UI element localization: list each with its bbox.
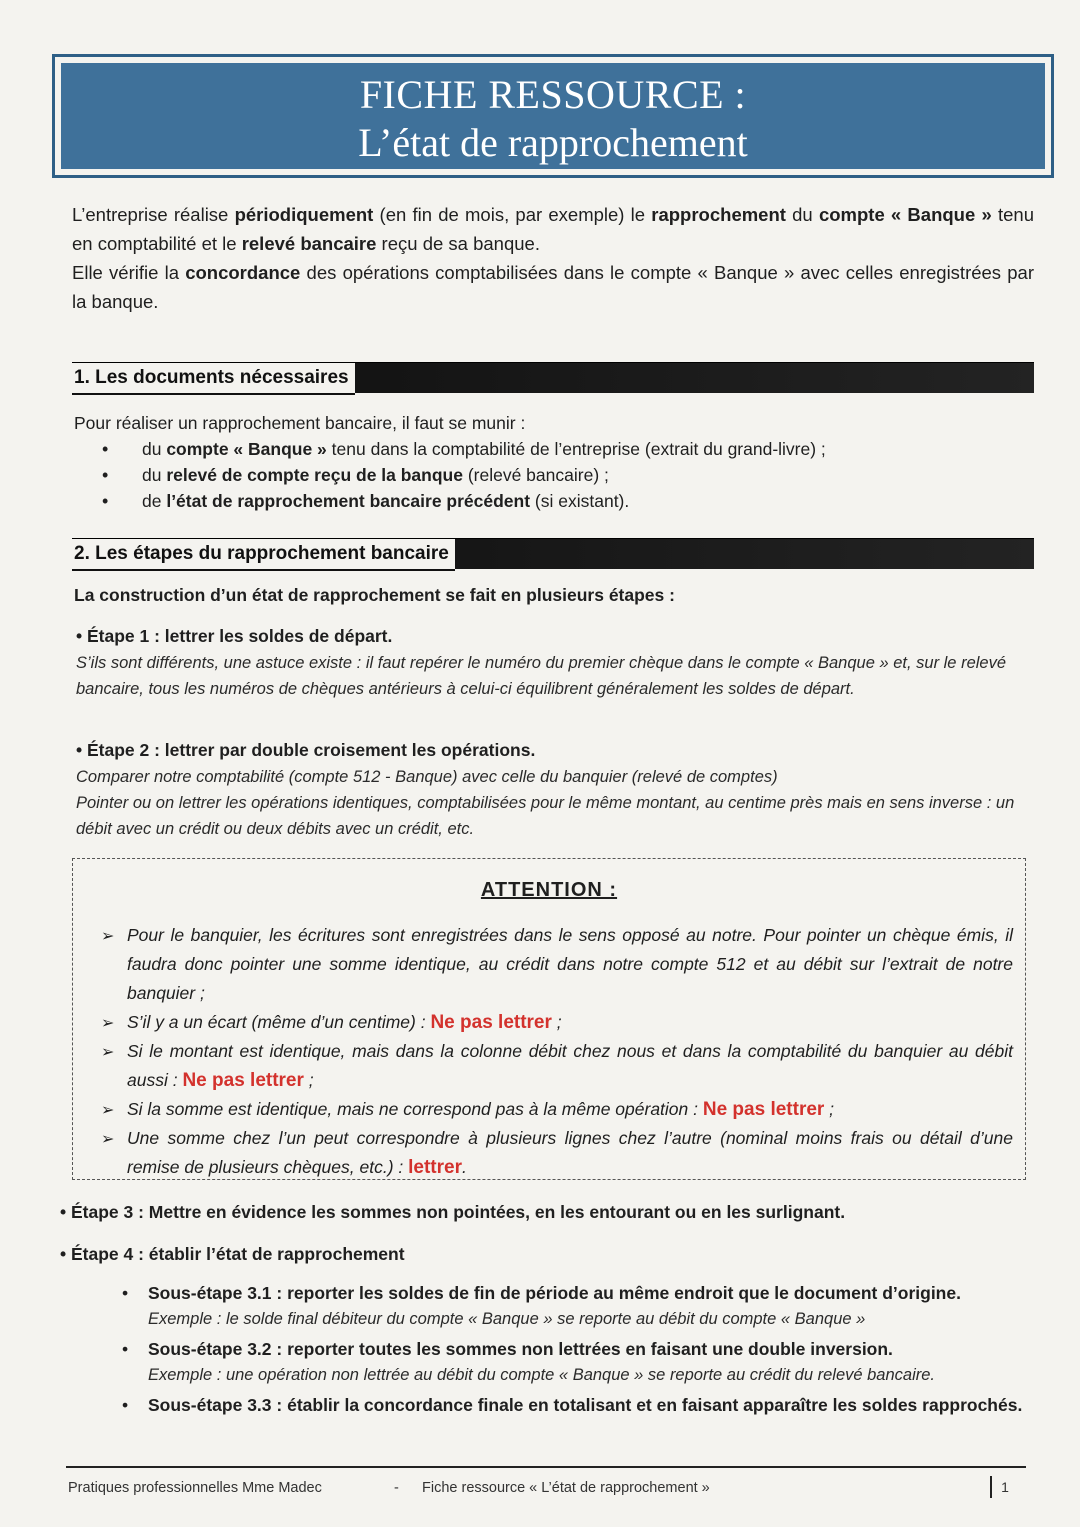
step-2-title: • Étape 2 : lettrer par double croisement les opérations.	[76, 740, 536, 760]
section-2-title: 2. Les étapes du rapprochement bancaire	[72, 539, 455, 571]
step-1-text: S’ils sont différents, une astuce existe : il faut repérer le numéro du premier chèque dans le compte « Banque » et, sur le relevé bancaire, tous les numéros de chèques antérieurs à celui-ci équilibrent généralement les soldes de départ.	[76, 654, 1007, 698]
section-2-header	[72, 538, 1034, 569]
arrow-bullet-icon: ➢	[101, 1015, 115, 1032]
title-line-2: L’état de rapprochement	[358, 120, 748, 165]
list-item: ➢ S’il y a un écart (même d’un centime) : Ne pas lettrer ;	[101, 1008, 1013, 1037]
list-item: • Sous-étape 3.3 : établir la concordance finale en totalisant et en faisant apparaître les soldes rapprochés.	[122, 1395, 1023, 1415]
attention-title: ATTENTION :	[480, 879, 618, 901]
section-1-header	[72, 362, 1034, 393]
list-item: ➢ Si le montant est identique, mais dans la colonne débit chez nous et dans la comptabilité du banquier au débit aussi : Ne pas lettrer ;	[101, 1037, 1013, 1095]
arrow-bullet-icon: ➢	[101, 1044, 115, 1061]
step-2-text-2: Pointer ou on lettrer les opérations identiques, comptabilisées pour le même montant, au centime près mais en sens inverse : un débit avec un crédit ou deux débits avec un crédit, etc.	[76, 794, 1015, 838]
footer-document-title: Fiche ressource « L’état de rapprochement »	[422, 1480, 710, 1496]
arrow-bullet-icon: ➢	[101, 1131, 115, 1148]
section-2-lead: La construction d’un état de rapprochement se fait en plusieurs étapes :	[74, 585, 675, 605]
list-item: ➢ Si la somme est identique, mais ne correspond pas à la même opération : Ne pas lettrer ;	[101, 1095, 1013, 1124]
list-item: • Sous-étape 3.2 : reporter toutes les sommes non lettrées en faisant une double inversion. Exemple : une opération non lettrée au débit du compte « Banque » se reporte au crédit du relevé bancaire.	[122, 1339, 936, 1384]
list-item: • Sous-étape 3.1 : reporter les soldes de fin de période au même endroit que le document d’origine. Exemple : le solde final débiteur du compte « Banque » se reporte au débit du compte « Banque »	[122, 1283, 961, 1328]
list-item: • du relevé de compte reçu de la banque (relevé bancaire) ;	[100, 462, 826, 488]
arrow-bullet-icon: ➢	[101, 928, 115, 945]
list-item: ➢ Une somme chez l’un peut correspondre à plusieurs lignes chez l’autre (nominal moins frais ou détail d’une remise de plusieurs chèques, etc.) : lettrer.	[101, 1124, 1013, 1182]
list-item: • de l’état de rapprochement bancaire précédent (si existant).	[100, 488, 826, 514]
section-1-title: 1. Les documents nécessaires	[72, 363, 355, 395]
intro-paragraph-1: L’entreprise réalise périodiquement (en fin de mois, par exemple) le rapprochement du compte « Banque » tenu en comptabilité et le relevé bancaire reçu de sa banque.	[72, 204, 1034, 254]
substeps-list	[118, 1280, 1026, 1422]
list-item: • du compte « Banque » tenu dans la comptabilité de l’entreprise (extrait du grand-livre) ;	[100, 436, 826, 462]
step-4: • Étape 4 : établir l’état de rapprochement	[60, 1244, 405, 1264]
attention-box	[72, 858, 1026, 1180]
attention-list	[101, 921, 1013, 1182]
title-banner	[52, 54, 1054, 178]
step-1-title: • Étape 1 : lettrer les soldes de départ.	[76, 626, 393, 646]
title-banner-fill	[61, 63, 1045, 169]
page-footer	[66, 1466, 1026, 1502]
arrow-bullet-icon: ➢	[101, 1102, 115, 1119]
footer-separator: -	[394, 1480, 399, 1496]
footer-author: Pratiques professionnelles Mme Madec	[68, 1480, 322, 1496]
step-3: • Étape 3 : Mettre en évidence les sommes non pointées, en les entourant ou en les surlignant.	[60, 1202, 846, 1222]
step-2-text-1: Comparer notre comptabilité (compte 512 - Banque) avec celle du banquier (relevé de comptes)	[76, 768, 778, 786]
section-1-lead: Pour réaliser un rapprochement bancaire, il faut se munir :	[74, 413, 526, 433]
intro-paragraph-2: Elle vérifie la concordance des opérations comptabilisées dans le compte « Banque » avec celles enregistrées par la banque.	[72, 262, 1034, 312]
title-line-1: FICHE RESSOURCE :	[359, 72, 747, 117]
page-number: 1	[990, 1476, 1018, 1498]
list-item: ➢ Pour le banquier, les écritures sont enregistrées dans le sens opposé au notre. Pour pointer un chèque émis, il faudra donc pointer une somme identique, au crédit dans notre compte 512 et au débit sur l’extrait de notre banquier ;	[101, 921, 1013, 1008]
documents-list	[100, 436, 826, 514]
